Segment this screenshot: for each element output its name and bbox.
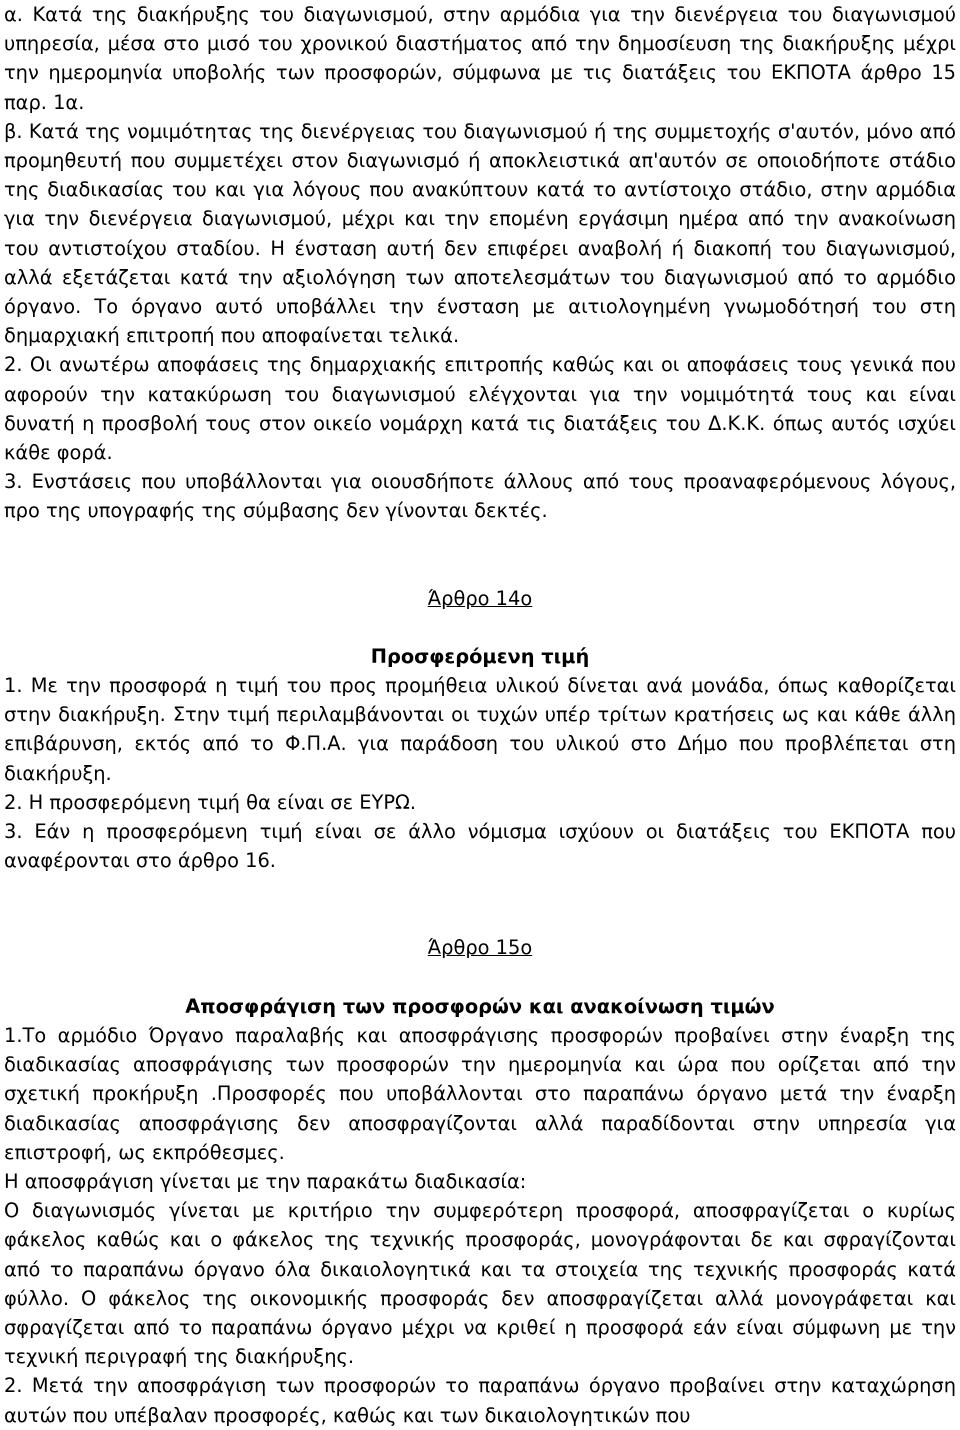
article-15-title: Αποσφράγιση των προσφορών και ανακοίνωση τιμών	[185, 994, 775, 1018]
article-15-procedure-intro: Η αποσφράγιση γίνεται με την παρακάτω διαδικασία:	[4, 1169, 527, 1193]
article-14-paragraph-2: 2. Η προσφερόμενη τιμή θα είναι σε ΕΥΡΩ.	[4, 790, 417, 814]
article-14-number: Άρθρο 14ο	[427, 586, 533, 610]
paragraph-2: 2. Οι ανωτέρω αποφάσεις της δημαρχιακής επιτροπής καθώς και οι αποφάσεις τους γενικά που αφορούν την κατακύρωση του διαγωνισμού ελέγχονται για την νομιμότητά τους και είναι δυνατή η προσβολή τους στον οικείο νομάρχη κατά τις διατάξεις του Δ.Κ.Κ. όπως αυτός ισχύει κάθε φορά.	[4, 353, 956, 465]
article-15-paragraph-2: 2. Μετά την αποσφράγιση των προσφορών το παραπάνω όργανο προβαίνει στην καταχώρηση αυτών που υπέβαλαν προσφορές, καθώς και των δικαιολογητικών που	[4, 1374, 956, 1427]
article-15-procedure: Ο διαγωνισμός γίνεται με κριτήριο την συμφερότερη προσφορά, αποσφραγίζεται ο κυρίως φάκελος καθώς και ο φάκελος της τεχνικής προσφοράς, μονογράφονται δε και σφραγίζονται από το παραπάνω όργανο όλα δικαιολογητικά και τα στοιχεία της τεχνικής προσφοράς κατά φύλλο. Ο φάκελος της οικονομικής προσφοράς δεν αποσφραγίζεται αλλά μονογράφεται και σφραγίζεται από το παραπάνω όργανο μέχρι να κριθεί η προσφορά εάν είναι σύμφωνη με την τεχνική περιγραφή της διακήρυξης.	[4, 1199, 956, 1369]
paragraph-3: 3. Ενστάσεις που υποβάλλονται για οιουσδήποτε άλλους από τους προαναφερόμενους λόγους, προ της υπογραφής της σύμβασης δεν γίνονται δεκτές.	[4, 470, 956, 523]
document-page	[4, 0, 956, 1430]
article-14-paragraph-1: 1. Με την προσφορά η τιμή του προς προμήθεια υλικού δίνεται ανά μονάδα, όπως καθορίζεται στην διακήρυξη. Στην τιμή περιλαμβάνονται οι τυχών υπέρ τρίτων κρατήσεις ως και κάθε άλλη επιβάρυνση, εκτός από το Φ.Π.Α. για παράδοση του υλικού στο Δήμο που προβλέπεται στη διακήρυξη.	[4, 674, 956, 785]
article-15-number: Άρθρο 15ο	[427, 936, 533, 960]
article-15-paragraph-1: 1.Το αρμόδιο Όργανο παραλαβής και αποσφράγισης προσφορών προβαίνει στην έναρξη της διαδικασίας αποσφράγισης των προσφορών την ημερομηνία και ώρα που ορίζεται από την σχετική προκήρυξη .Προσφορές που υποβάλλονται στο παραπάνω όργανο μετά την έναρξη διαδικασίας αποσφράγισης δεν αποσφραγίζονται αλλά παραδίδονται στην υπηρεσία για επιστροφή, ως εκπρόθεσμες.	[4, 1023, 956, 1164]
article-14-paragraph-3: 3. Εάν η προσφερόμενη τιμή είναι σε άλλο νόμισμα ισχύουν οι διατάξεις του ΕΚΠΟΤΑ που αναφέρονται στο άρθρο 16.	[4, 820, 956, 873]
article-14-title: Προσφερόμενη τιμή	[370, 644, 590, 668]
paragraph-b: β. Κατά της νομιμότητας της διενέργειας του διαγωνισμού ή της συμμετοχής σ'αυτόν, μόνο από προμηθευτή που συμμετέχει στον διαγωνισμό ή αποκλειστικά απ'αυτόν σε οποιοδήποτε στάδιο της διαδικασίας του και για λόγους που ανακύπτουν κατά το αντίστοιχο στάδιο, στην αρμόδια για την διενέργεια διαγωνισμού, μέχρι και την επομένη εργάσιμη ημέρα από την ανακοίνωση του αντιστοίχου σταδίου. Η ένσταση αυτή δεν επιφέρει αναβολή ή διακοπή του διαγωνισμού, αλλά εξετάζεται κατά την αξιολόγηση των αποτελεσμάτων του διαγωνισμού από το αρμόδιο όργανο. Το όργανο αυτό υποβάλλει την ένσταση με αιτιολογημένη γνωμοδότησή του στη δημαρχιακή επιτροπή που αποφαίνεται τελικά.	[4, 119, 956, 348]
paragraph-a: α. Κατά της διακήρυξης του διαγωνισμού, στην αρμόδια για την διενέργεια του διαγωνισμού υπηρεσία, μέσα στο μισό του χρονικού διαστήματος από την δημοσίευση της διακήρυξης μέχρι την ημερομηνία υποβολής των προσφορών, σύμφωνα με τις διατάξεις του ΕΚΠΟΤΑ άρθρο 15 παρ. 1α.	[4, 3, 956, 114]
